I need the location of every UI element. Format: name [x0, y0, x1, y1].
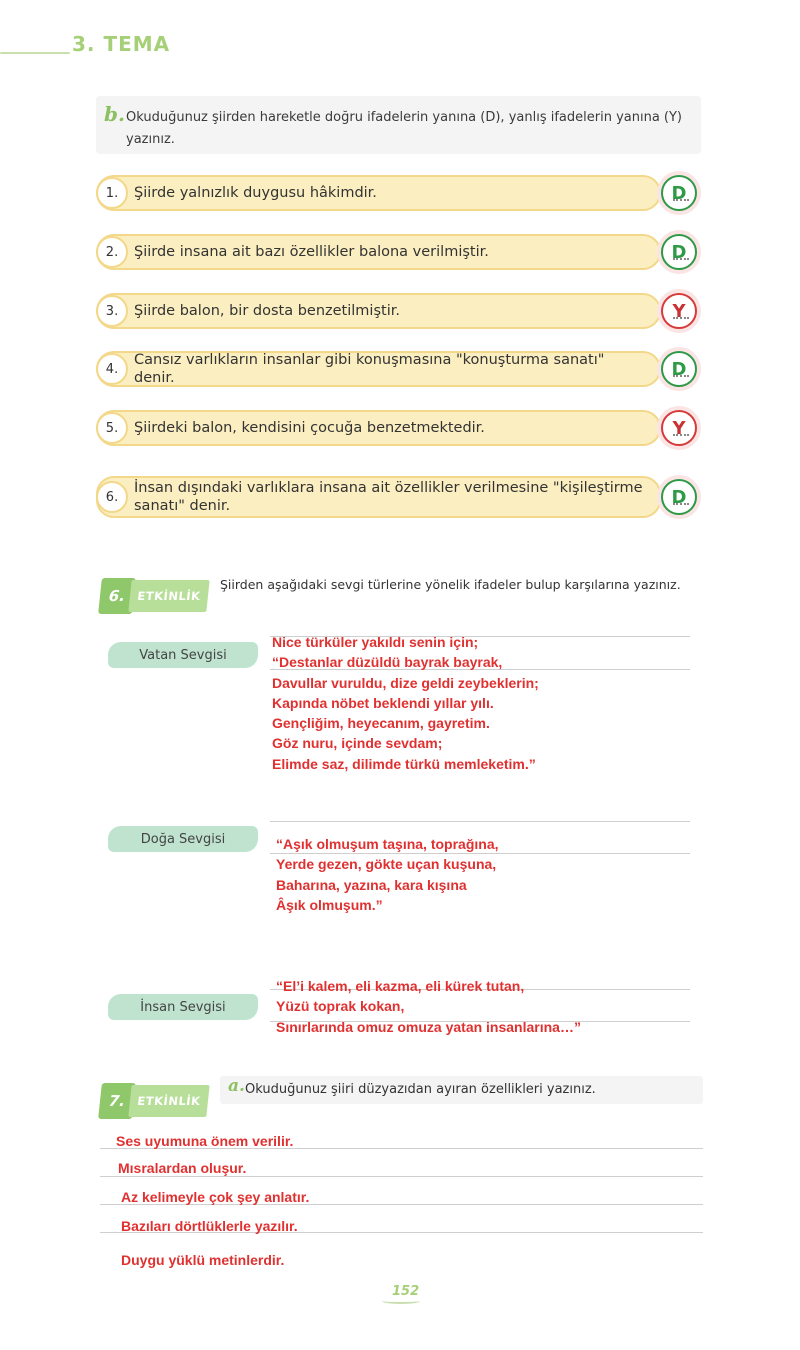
answer-circle[interactable] — [657, 171, 701, 215]
answer-circle[interactable] — [657, 406, 701, 450]
poem-line: Davullar vuruldu, dize geldi zeybeklerin; — [272, 674, 539, 691]
statement-row — [96, 234, 701, 270]
activity-label: ETKİNLİK — [128, 1085, 209, 1117]
activity-number: 7. — [98, 1083, 136, 1119]
vatan-poem — [272, 632, 539, 774]
statement-row — [96, 476, 701, 518]
love-type-label: Vatan Sevgisi — [108, 642, 258, 668]
poem-line: Göz nuru, içinde sevdam; — [272, 735, 443, 752]
answer-mark: Y — [672, 417, 686, 439]
doga-poem — [276, 834, 499, 915]
love-type-label: İnsan Sevgisi — [108, 994, 258, 1020]
statement-number: 2. — [96, 236, 128, 268]
poem-line: Yüzü toprak kokan, — [276, 998, 405, 1015]
statement-text: Cansız varlıkların insanlar gibi konuşmasına "konuşturma sanatı" denir. — [134, 352, 605, 386]
activity-6-instruction: Şiirden aşağıdaki sevgi türlerine yönelik ifadeler bulup karşılarına yazınız. — [220, 577, 681, 592]
love-type-label: Doğa Sevgisi — [108, 826, 258, 852]
header-decoration-line — [0, 52, 70, 54]
statement-text: Şiirdeki balon, kendisini çocuğa benzetmektedir. — [134, 420, 485, 436]
poem-line: Sınırlarında omuz omuza yatan insanlarına…” — [276, 1018, 581, 1035]
poem-line: “Destanlar düzüldü bayrak bayrak, — [272, 654, 503, 671]
theme-header — [0, 30, 200, 70]
insan-poem — [276, 976, 581, 1037]
statement-number: 3. — [96, 295, 128, 327]
question-instruction: Okuduğunuz şiirden hareketle doğru ifadelerin yanına (D), yanlış ifadelerin yanına (Y) yazınız. — [126, 110, 683, 147]
answer-text: Bazıları dörtlüklerle yazılır. — [121, 1218, 298, 1234]
poem-line: Baharına, yazına, kara kışına — [276, 876, 467, 893]
activity-7-question-box — [220, 1076, 703, 1104]
statement-row — [96, 410, 701, 446]
statement-number: 4. — [96, 353, 128, 385]
answer-line — [270, 821, 690, 822]
answer-text: Az kelimeyle çok şey anlatır. — [121, 1189, 310, 1205]
page-number: 152 — [392, 1284, 420, 1299]
poem-line: “El’i kalem, eli kazma, eli kürek tutan, — [276, 978, 525, 994]
question-letter: b. — [104, 102, 125, 126]
answer-text: Ses uyumuna önem verilir. — [116, 1133, 294, 1149]
statement-number: 5. — [96, 412, 128, 444]
answer-circle[interactable] — [657, 289, 701, 333]
answer-mark: Y — [672, 300, 686, 322]
poem-line: Nice türküler yakıldı senin için; — [272, 634, 479, 650]
activity-label: ETKİNLİK — [128, 580, 209, 612]
answer-mark: D — [671, 358, 687, 380]
statement-text: Şiirde insana ait bazı özellikler balona verilmiştir. — [134, 244, 489, 260]
answer-circle[interactable] — [657, 475, 701, 519]
poem-line: “Aşık olmuşum taşına, toprağına, — [276, 836, 499, 852]
statement-text: İnsan dışındaki varlıklara insana ait özellikler verilmesine "kişileştirme sanatı" denir. — [134, 480, 643, 514]
answer-circle[interactable] — [657, 230, 701, 274]
theme-title: 3. TEMA — [72, 32, 171, 56]
statement-row — [96, 293, 701, 329]
answer-mark: D — [671, 182, 687, 204]
activity-7-instruction: Okuduğunuz şiiri düzyazıdan ayıran özellikleri yazınız. — [245, 1082, 596, 1097]
poem-line: Gençliğim, heyecanım, gayretim. — [272, 715, 490, 732]
page-number-decoration — [382, 1298, 420, 1304]
question-b-box — [96, 96, 701, 154]
poem-line: Elimde saz, dilimde türkü memleketim.” — [272, 755, 536, 772]
statement-row — [96, 351, 701, 387]
answer-text: Mısralardan oluşur. — [118, 1160, 247, 1176]
statement-number: 6. — [96, 481, 128, 513]
statement-number: 1. — [96, 177, 128, 209]
activity-number: 6. — [98, 578, 136, 614]
question-letter: a. — [228, 1076, 245, 1096]
answer-circle[interactable] — [657, 347, 701, 391]
poem-line: Yerde gezen, gökte uçan kuşuna, — [276, 856, 497, 873]
statement-text: Şiirde yalnızlık duygusu hâkimdir. — [134, 185, 377, 201]
answer-mark: D — [671, 486, 687, 508]
answer-text: Duygu yüklü metinlerdir. — [121, 1252, 285, 1268]
poem-line: Kapında nöbet beklendi yıllar yılı. — [272, 694, 494, 711]
statement-row — [96, 175, 701, 211]
statement-text: Şiirde balon, bir dosta benzetilmiştir. — [134, 303, 400, 319]
poem-line: Âşık olmuşum.” — [276, 896, 383, 913]
answer-line — [100, 1176, 703, 1177]
answer-mark: D — [671, 241, 687, 263]
